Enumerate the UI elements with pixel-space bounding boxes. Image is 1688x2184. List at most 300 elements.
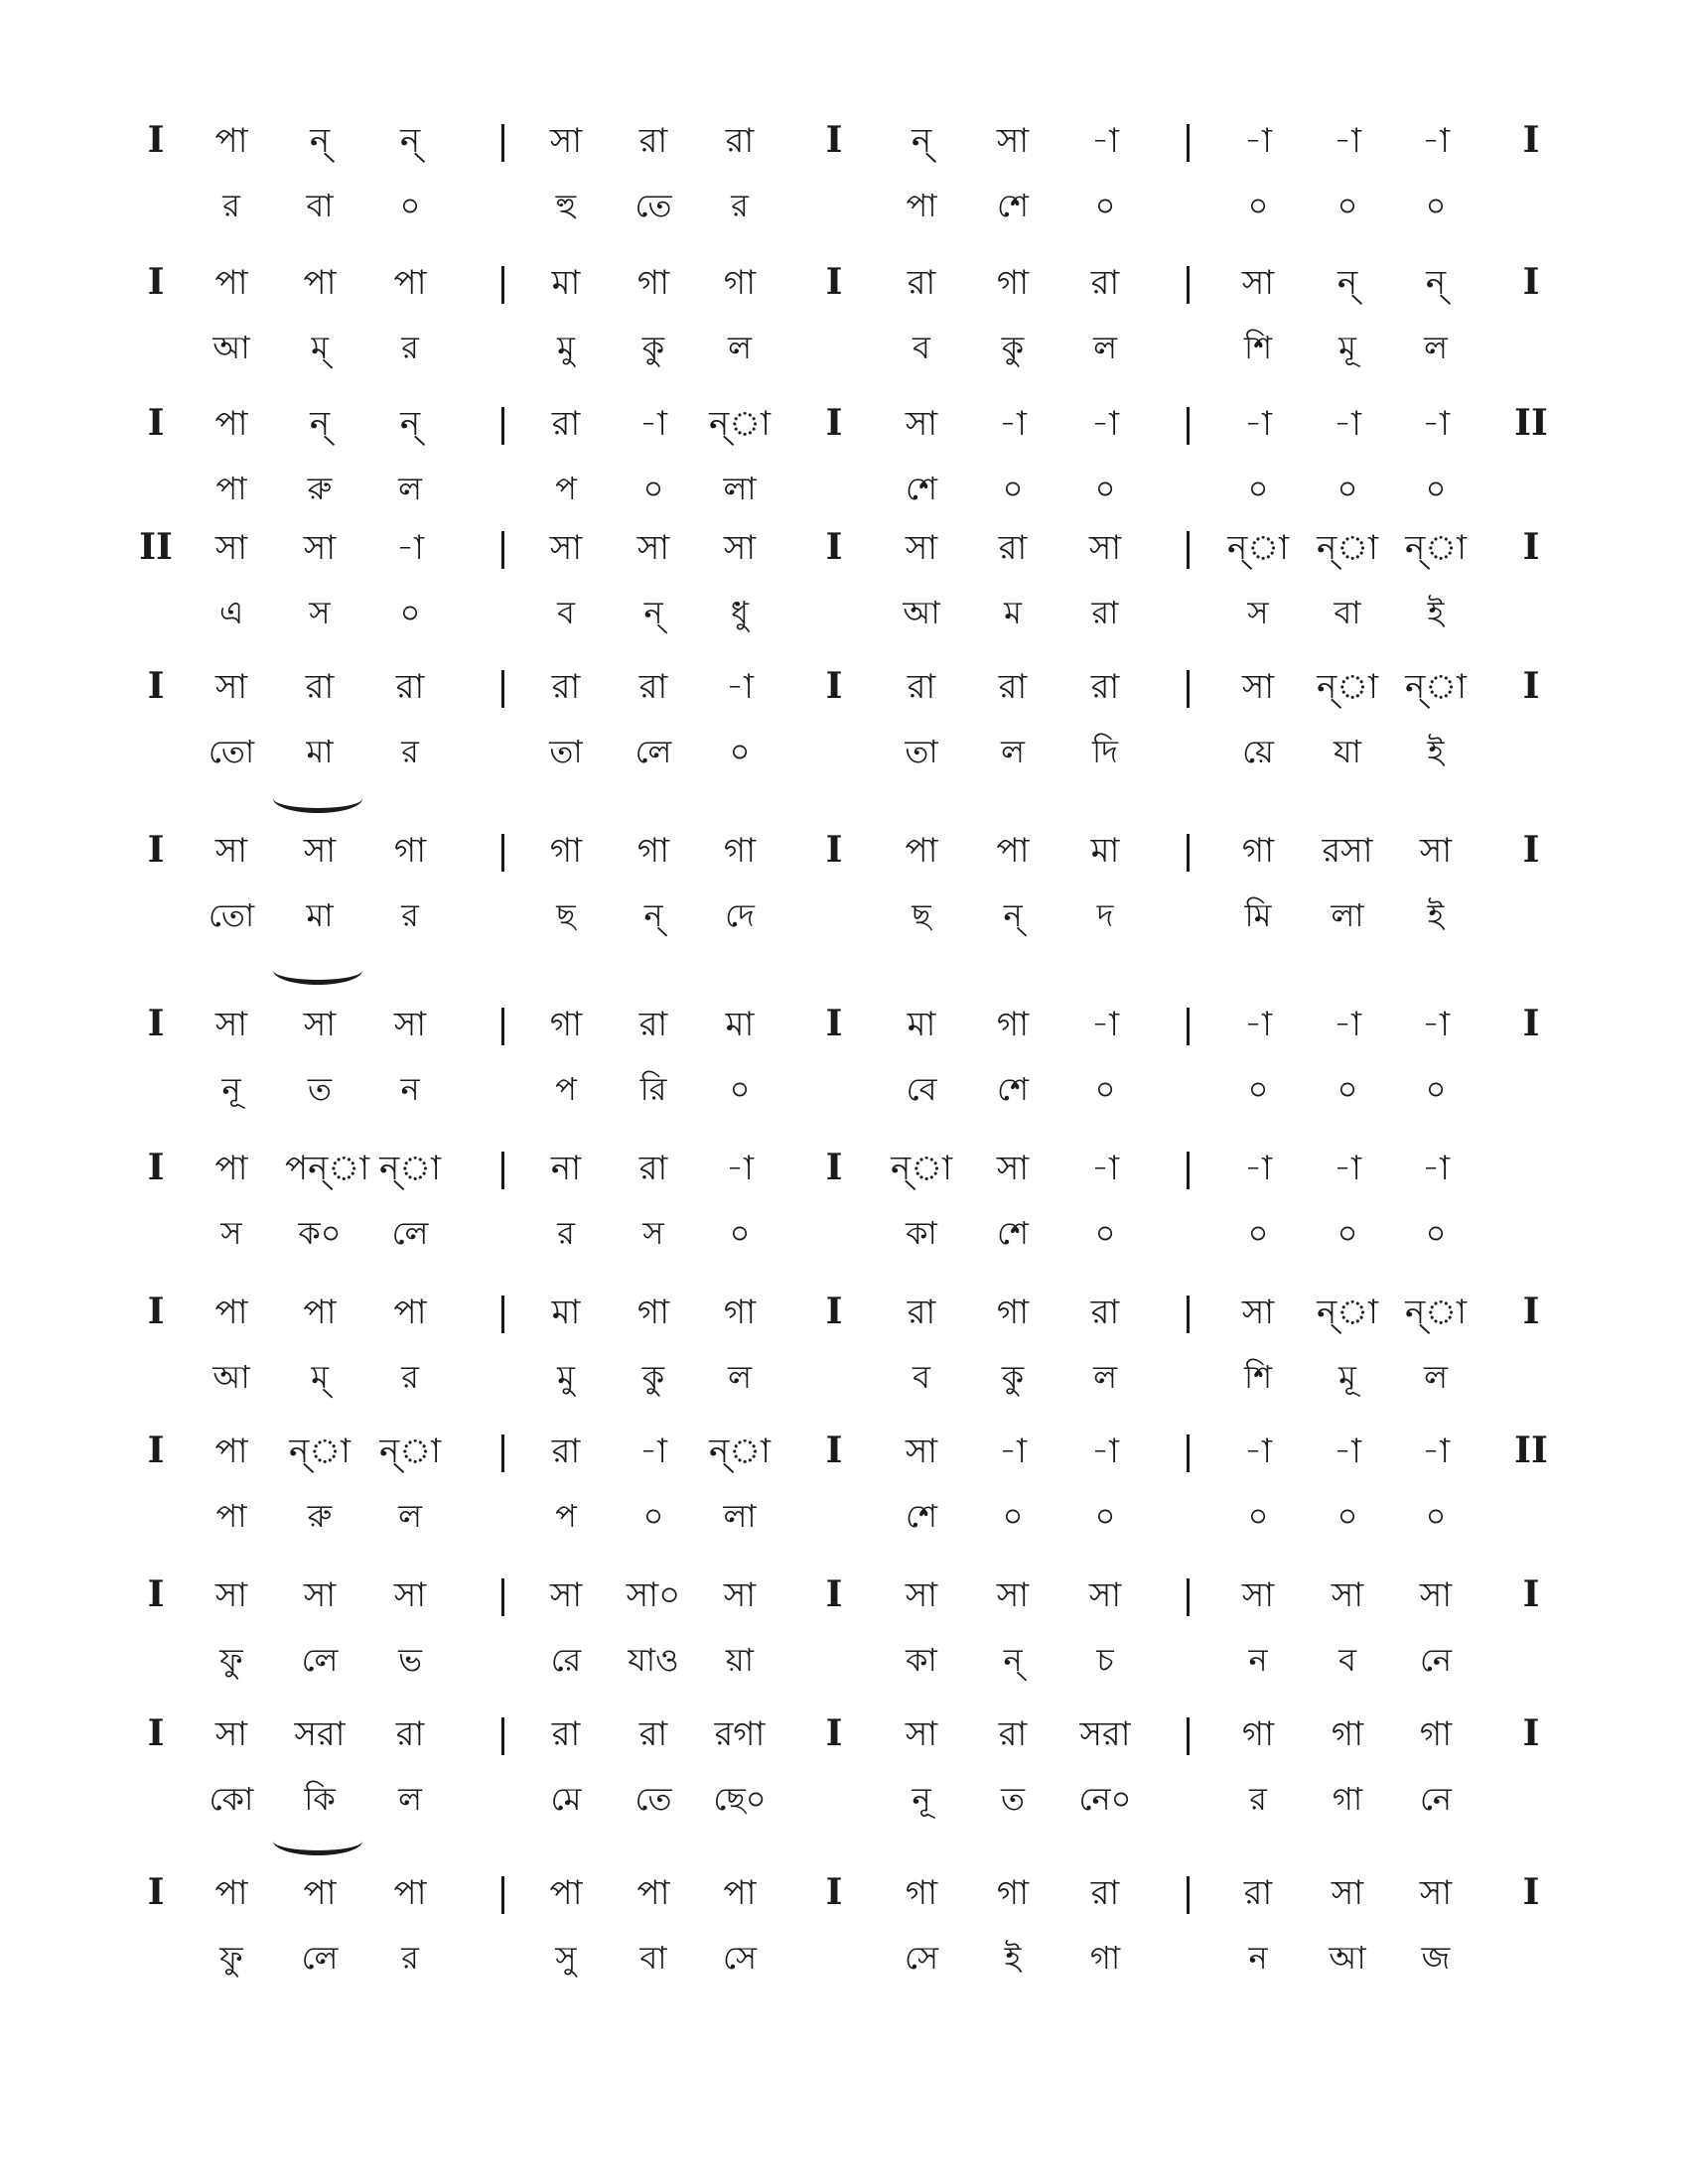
lyric-syllable: ম্ — [311, 1358, 329, 1396]
swara-note: সা — [393, 1005, 427, 1044]
bar-line-right: I — [1522, 1573, 1540, 1615]
swara-note: সা — [905, 1575, 938, 1615]
notation-line — [0, 829, 1688, 973]
swara-note: সা — [549, 1575, 583, 1615]
swara-note: -া — [1422, 1149, 1450, 1188]
lyric-syllable: কু — [1001, 1358, 1025, 1396]
swara-note: রা — [907, 667, 936, 707]
swara-note: সা — [723, 528, 757, 568]
swara-note: গা — [549, 1005, 583, 1044]
beat-separator — [501, 1717, 504, 1755]
swara-note: রা — [998, 667, 1028, 707]
lyric-syllable: কু — [641, 329, 665, 366]
bar-line-right: II — [1514, 1430, 1548, 1471]
swara-note: পা — [636, 1873, 670, 1913]
swara-note: রা — [1090, 1873, 1120, 1913]
lyric-syllable: রু — [307, 1497, 333, 1535]
swara-note: -া — [1422, 1005, 1450, 1044]
swara-note: সা — [303, 528, 337, 568]
lyric-syllable: কি — [304, 1780, 336, 1818]
lyric-syllable: শি — [1243, 329, 1273, 366]
lyric-syllable: র — [401, 733, 419, 770]
lyric-syllable: কা — [906, 1214, 937, 1252]
lyric-syllable: পা — [906, 187, 937, 224]
swara-note: রা — [907, 263, 936, 303]
swara-note: -া — [1334, 1005, 1361, 1044]
swara-note: -া — [1334, 1432, 1361, 1471]
lyric-syllable: শে — [906, 470, 937, 507]
lyric-syllable: রা — [1091, 594, 1119, 631]
lyric-syllable: লা — [723, 1497, 757, 1535]
swara-note: -া — [1091, 1005, 1119, 1044]
bar-line-right: I — [1522, 665, 1540, 707]
lyric-syllable: তে — [634, 187, 672, 224]
swara-note: সা — [303, 1005, 337, 1044]
lyric-syllable: নে — [1419, 1641, 1453, 1679]
swara-note: সা — [214, 831, 248, 871]
beat-separator — [501, 1008, 504, 1045]
bar-line-middle: I — [825, 526, 843, 568]
lyric-syllable: মা — [306, 896, 334, 934]
swara-note: -া — [396, 528, 424, 568]
swara-note: পা — [214, 121, 248, 161]
beat-separator — [501, 1296, 504, 1333]
lyric-syllable: ত — [307, 1070, 332, 1108]
swara-note: গা — [1241, 831, 1275, 871]
bar-line-right: I — [1522, 1003, 1540, 1044]
lyric-syllable: দি — [1092, 733, 1118, 770]
swara-note: গা — [549, 831, 583, 871]
lyric-syllable: কু — [641, 1358, 665, 1396]
swara-note: সা — [303, 1575, 337, 1615]
lyric-syllable: ০ — [1247, 1214, 1269, 1252]
bar-line-middle: I — [825, 1430, 843, 1471]
swara-note: -া — [726, 1149, 754, 1188]
lyric-syllable: ভ — [398, 1641, 422, 1679]
notation-line — [0, 402, 1688, 546]
swara-note: রা — [638, 121, 668, 161]
beat-separator — [1187, 266, 1190, 304]
swara-note: সা — [549, 121, 583, 161]
swara-note: সা — [905, 404, 938, 444]
bar-line-left: II — [139, 526, 173, 568]
slur-mark — [273, 956, 362, 985]
lyric-syllable: র — [401, 1358, 419, 1396]
lyric-syllable: স — [220, 1214, 242, 1252]
lyric-syllable: মু — [557, 329, 575, 366]
notation-line — [0, 1291, 1688, 1434]
swara-note: -া — [1244, 121, 1272, 161]
swara-note: পা — [214, 1873, 248, 1913]
lyric-syllable: ০ — [1336, 1497, 1358, 1535]
lyric-syllable: স — [642, 1214, 664, 1252]
swara-note: সা — [1241, 667, 1275, 707]
beat-separator — [501, 1876, 504, 1914]
lyric-syllable: ০ — [1336, 1070, 1358, 1108]
swara-note: ন্ — [309, 404, 331, 444]
lyric-syllable: র — [401, 329, 419, 366]
lyric-syllable: ল — [1424, 329, 1448, 366]
lyric-syllable: ন — [1248, 1641, 1268, 1679]
lyric-syllable: তে — [634, 1780, 672, 1818]
bar-line-right: I — [1522, 829, 1540, 871]
swara-note: গা — [905, 1873, 938, 1913]
bar-line-middle: I — [825, 1291, 843, 1332]
swara-note: না — [550, 1149, 582, 1188]
lyric-syllable: হু — [555, 187, 577, 224]
swara-note: সা — [996, 1575, 1030, 1615]
lyric-syllable: ল — [1093, 329, 1117, 366]
swara-note: -া — [1091, 121, 1119, 161]
swara-note: ন্া — [709, 404, 771, 444]
swara-note: রা — [395, 667, 425, 707]
swara-note: -া — [726, 667, 754, 707]
bar-line-left: I — [147, 1573, 165, 1615]
lyric-syllable: ০ — [1094, 1497, 1116, 1535]
swara-note: -া — [999, 404, 1027, 444]
lyric-syllable: ০ — [1094, 187, 1116, 224]
bar-line-middle: I — [825, 1147, 843, 1188]
swara-note: সরা — [1079, 1714, 1131, 1754]
lyric-syllable: যা — [1334, 733, 1361, 770]
lyric-syllable: ০ — [642, 470, 664, 507]
lyric-syllable: ফু — [219, 1641, 243, 1679]
lyric-syllable: জ — [1421, 1939, 1451, 1977]
beat-separator — [1187, 670, 1190, 708]
lyric-syllable: ন্ — [1003, 1641, 1023, 1679]
lyric-syllable: মু — [557, 1358, 575, 1396]
lyric-syllable: ই — [1427, 733, 1445, 770]
bar-line-left: I — [147, 1147, 165, 1188]
lyric-syllable: যাও — [628, 1641, 679, 1679]
swara-note: সা — [303, 831, 337, 871]
swara-note: -া — [1244, 1149, 1272, 1188]
lyric-syllable: শি — [1243, 1358, 1273, 1396]
beat-separator — [1187, 531, 1190, 569]
swara-note: গা — [723, 263, 757, 303]
swara-note: রা — [638, 1149, 668, 1188]
swara-note: গা — [636, 263, 670, 303]
swara-note: মা — [551, 1293, 581, 1332]
lyric-syllable: রে — [550, 1641, 582, 1679]
lyric-syllable: ০ — [1425, 1070, 1447, 1108]
lyric-syllable: ছে০ — [713, 1780, 767, 1818]
lyric-syllable: শে — [906, 1497, 937, 1535]
beat-separator — [501, 124, 504, 162]
swara-note: রা — [395, 1714, 425, 1754]
bar-line-left: I — [147, 119, 165, 161]
lyric-syllable: ০ — [1247, 1070, 1269, 1108]
swara-note: ন্া — [891, 1149, 952, 1188]
lyric-syllable: র — [222, 187, 240, 224]
swara-note: রগা — [714, 1714, 766, 1754]
swara-note: ন্া — [1317, 667, 1378, 707]
swara-note: পা — [996, 831, 1030, 871]
swara-note: ন্া — [1227, 528, 1289, 568]
swara-note: ন্া — [709, 1432, 771, 1471]
lyric-syllable: ন্ — [643, 594, 663, 631]
swara-note: পা — [303, 1293, 337, 1332]
lyric-syllable: সে — [904, 1939, 939, 1977]
lyric-syllable: ০ — [729, 1070, 751, 1108]
beat-separator — [501, 531, 504, 569]
lyric-syllable: ন — [400, 1070, 420, 1108]
lyric-syllable: ত — [1000, 1780, 1025, 1818]
swara-note: -া — [1334, 404, 1361, 444]
swara-note: রা — [551, 404, 581, 444]
bar-line-right: I — [1522, 261, 1540, 303]
swara-note: -া — [639, 404, 667, 444]
swara-note: সা — [905, 1714, 938, 1754]
swara-note: সা — [214, 1575, 248, 1615]
lyric-syllable: ০ — [1425, 1497, 1447, 1535]
beat-separator — [1187, 124, 1190, 162]
lyric-syllable: নূ — [912, 1780, 931, 1818]
lyric-syllable: পা — [215, 1497, 247, 1535]
lyric-syllable: এ — [218, 594, 244, 631]
lyric-syllable: ০ — [1002, 1497, 1024, 1535]
lyric-syllable: ল — [1424, 1358, 1448, 1396]
beat-separator — [1187, 1578, 1190, 1616]
swara-note: ন্া — [379, 1432, 441, 1471]
swara-note: -া — [1422, 404, 1450, 444]
swara-note: রসা — [1322, 831, 1373, 871]
lyric-syllable: ০ — [1425, 470, 1447, 507]
swara-note: রা — [1243, 1873, 1273, 1913]
bar-line-middle: I — [825, 1712, 843, 1754]
beat-separator — [1187, 1434, 1190, 1472]
swara-note: সা — [1241, 1575, 1275, 1615]
bar-line-middle: I — [825, 261, 843, 303]
swara-note: সা — [214, 528, 248, 568]
lyric-syllable: বা — [639, 1939, 667, 1977]
swara-note: ন্া — [1317, 1293, 1378, 1332]
swara-note: গা — [723, 831, 757, 871]
beat-separator — [1187, 1717, 1190, 1755]
swara-note: ন্া — [1405, 667, 1467, 707]
bar-line-left: I — [147, 261, 165, 303]
bar-line-left: I — [147, 665, 165, 707]
swara-note: গা — [636, 831, 670, 871]
bar-line-middle: I — [825, 1003, 843, 1044]
notation-line — [0, 1573, 1688, 1717]
swara-note: সা — [996, 1149, 1030, 1188]
swara-note: ন্ — [1336, 263, 1358, 303]
notation-line — [0, 526, 1688, 670]
lyric-syllable: ল — [398, 470, 422, 507]
swara-note: সা — [1241, 1293, 1275, 1332]
swara-note: সা — [905, 1432, 938, 1471]
lyric-syllable: রি — [639, 1070, 667, 1108]
lyric-syllable: ছ — [556, 896, 576, 934]
beat-separator — [501, 266, 504, 304]
lyric-syllable: ন — [1248, 1939, 1268, 1977]
lyric-syllable: ব — [557, 594, 575, 631]
beat-separator — [501, 1578, 504, 1616]
lyric-syllable: ম্ — [311, 329, 329, 366]
swara-note: -া — [1422, 1432, 1450, 1471]
lyric-syllable: ০ — [1425, 187, 1447, 224]
lyric-syllable: মূ — [1338, 329, 1356, 366]
bar-line-right: II — [1514, 402, 1548, 444]
swara-note: পা — [303, 263, 337, 303]
swara-note: -া — [1334, 1149, 1361, 1188]
lyric-syllable: কো — [209, 1780, 254, 1818]
lyric-syllable: ই — [1427, 896, 1445, 934]
swara-note: রা — [638, 1714, 668, 1754]
swara-note: গা — [723, 1293, 757, 1332]
lyric-syllable: গা — [1089, 1939, 1121, 1977]
swara-note: গা — [636, 1293, 670, 1332]
swara-note: -া — [1244, 1432, 1272, 1471]
lyric-syllable: ০ — [1425, 1214, 1447, 1252]
lyric-syllable: স — [1247, 594, 1269, 631]
swara-note: সা — [1088, 528, 1122, 568]
swara-note: -া — [1334, 121, 1361, 161]
swara-note: -া — [1091, 1149, 1119, 1188]
beat-separator — [501, 1434, 504, 1472]
lyric-syllable: পা — [215, 470, 247, 507]
beat-separator — [1187, 407, 1190, 445]
lyric-syllable: লা — [1331, 896, 1364, 934]
lyric-syllable: ম — [1004, 594, 1022, 631]
lyric-syllable: ই — [1427, 594, 1445, 631]
lyric-syllable: ধু — [731, 594, 749, 631]
swara-note: মা — [551, 263, 581, 303]
bar-line-left: I — [147, 829, 165, 871]
swara-note: পা — [214, 1432, 248, 1471]
swara-note: রা — [725, 121, 755, 161]
lyric-syllable: রু — [307, 470, 333, 507]
swara-note: ন্া — [379, 1149, 441, 1188]
lyric-syllable: ০ — [1094, 1070, 1116, 1108]
beat-separator — [501, 834, 504, 872]
lyric-syllable: গা — [1332, 1780, 1363, 1818]
swara-note: ন্া — [1405, 1293, 1467, 1332]
lyric-syllable: লে — [634, 733, 672, 770]
swara-note: সা — [1331, 1575, 1364, 1615]
swara-note: পা — [214, 404, 248, 444]
swara-note: সা — [549, 528, 583, 568]
lyric-syllable: প — [555, 470, 577, 507]
slur-mark — [273, 784, 362, 813]
swara-note: রা — [638, 667, 668, 707]
swara-note: -া — [1244, 1005, 1272, 1044]
swara-note: পা — [549, 1873, 583, 1913]
swara-note: পা — [393, 1293, 427, 1332]
lyric-syllable: র — [401, 896, 419, 934]
lyric-syllable: চ — [1096, 1641, 1114, 1679]
lyric-syllable: তা — [549, 733, 583, 770]
beat-separator — [501, 1152, 504, 1189]
lyric-syllable: ০ — [1094, 1214, 1116, 1252]
swara-note: গা — [1419, 1714, 1453, 1754]
swara-note: পা — [905, 831, 938, 871]
swara-note: গা — [996, 263, 1030, 303]
swara-note: পন্া — [285, 1149, 370, 1188]
beat-separator — [501, 407, 504, 445]
lyric-syllable: আ — [212, 1358, 250, 1396]
lyric-syllable: ন্ — [1003, 896, 1023, 934]
lyric-syllable: র — [1249, 1780, 1267, 1818]
swara-note: গা — [996, 1293, 1030, 1332]
lyric-syllable: প — [555, 1070, 577, 1108]
swara-note: সা — [636, 528, 670, 568]
swara-note: -া — [1244, 404, 1272, 444]
swara-note: গা — [1331, 1714, 1364, 1754]
swara-note: গা — [996, 1005, 1030, 1044]
swara-note: ন্া — [289, 1432, 351, 1471]
notation-line — [0, 1147, 1688, 1291]
lyric-syllable: বা — [306, 187, 334, 224]
notation-line — [0, 1871, 1688, 2015]
swara-note: সা — [996, 121, 1030, 161]
lyric-syllable: আ — [1329, 1939, 1366, 1977]
lyric-syllable: তা — [905, 733, 938, 770]
notation-line — [0, 261, 1688, 405]
swara-note: সরা — [294, 1714, 346, 1754]
lyric-syllable: ০ — [642, 1497, 664, 1535]
swara-note: পা — [214, 1293, 248, 1332]
lyric-syllable: দে — [725, 896, 755, 934]
beat-separator — [501, 670, 504, 708]
swara-note: -া — [1422, 121, 1450, 161]
lyric-syllable: ০ — [1094, 470, 1116, 507]
swara-note: সা — [393, 1575, 427, 1615]
lyric-syllable: প — [555, 1497, 577, 1535]
lyric-syllable: ০ — [729, 1214, 751, 1252]
swara-note: রা — [1090, 1293, 1120, 1332]
bar-line-middle: I — [825, 665, 843, 707]
swara-note: গা — [1241, 1714, 1275, 1754]
swara-note: গা — [996, 1873, 1030, 1913]
lyric-syllable: শে — [997, 1214, 1029, 1252]
notation-line — [0, 119, 1688, 263]
swara-note: সা — [1088, 1575, 1122, 1615]
swara-note: ন্ — [309, 121, 331, 161]
lyric-syllable: র — [401, 1939, 419, 1977]
lyric-syllable: লে — [301, 1641, 339, 1679]
lyric-syllable: য়ে — [1242, 733, 1274, 770]
lyric-syllable: ল — [728, 329, 752, 366]
swara-note: পা — [393, 1873, 427, 1913]
lyric-syllable: সু — [555, 1939, 577, 1977]
notation-line — [0, 1003, 1688, 1147]
swara-note: রা — [551, 667, 581, 707]
lyric-syllable: ০ — [1336, 187, 1358, 224]
swara-note: মা — [1090, 831, 1120, 871]
lyric-syllable: স — [309, 594, 331, 631]
bar-line-left: I — [147, 1871, 165, 1913]
lyric-syllable: দ — [1096, 896, 1114, 934]
swara-note: সা — [1419, 831, 1453, 871]
swara-note: ন্া — [1405, 528, 1467, 568]
swara-note: পা — [723, 1873, 757, 1913]
bar-line-middle: I — [825, 1871, 843, 1913]
swara-note: রা — [551, 1714, 581, 1754]
lyric-syllable: ল — [1001, 733, 1025, 770]
swara-note: ন্ — [399, 404, 421, 444]
swara-note: গা — [393, 831, 427, 871]
lyric-syllable: ল — [1093, 1358, 1117, 1396]
swara-note: রা — [1090, 263, 1120, 303]
lyric-syllable: ০ — [1247, 187, 1269, 224]
lyric-syllable: কা — [906, 1641, 937, 1679]
lyric-syllable: ০ — [1336, 470, 1358, 507]
bar-line-right: I — [1522, 119, 1540, 161]
swara-note: সা — [214, 1005, 248, 1044]
bar-line-middle: I — [825, 829, 843, 871]
